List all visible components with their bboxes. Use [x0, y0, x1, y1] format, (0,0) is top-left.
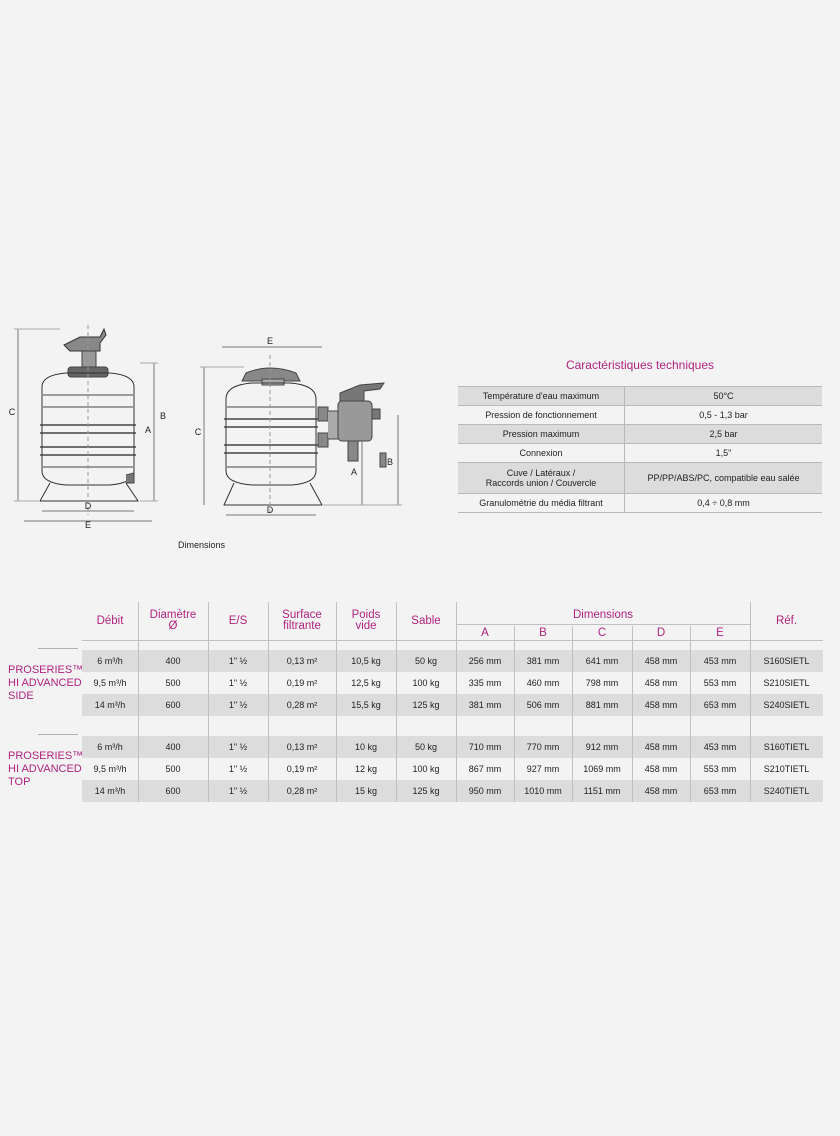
specs-row [458, 494, 822, 513]
cell-dim-a: 256 mm [468, 656, 502, 666]
cell-dim-c: 881 mm [585, 700, 619, 710]
specs-table [458, 386, 822, 513]
cell-ref: S210TIETL [763, 764, 810, 774]
header-poids [336, 610, 396, 632]
column-divider [514, 626, 515, 802]
cell-debit: 6 m³/h [97, 742, 123, 752]
cell-dim-e: 453 mm [703, 656, 737, 666]
column-divider [208, 602, 209, 802]
cell-dim-a: 335 mm [468, 678, 502, 688]
cell-es: 1" ½ [228, 700, 248, 710]
table-row [82, 736, 823, 758]
cell-dim-e: 553 mm [703, 678, 737, 688]
cell-ref: S240SIETL [763, 700, 810, 710]
cell-dim-b: 381 mm [526, 656, 560, 666]
cell-dim-b: 927 mm [526, 764, 560, 774]
cell-debit: 9,5 m³/h [93, 764, 127, 774]
group-label-line: PROSERIES™ [8, 664, 84, 676]
cell-dim-d: 458 mm [644, 678, 678, 688]
cell-dim-a: 710 mm [468, 742, 502, 752]
group-label-line: HI ADVANCED [8, 677, 82, 689]
header-surface [268, 610, 336, 632]
column-divider [572, 626, 573, 802]
column-divider [336, 602, 337, 802]
spec-value: 0,4 ÷ 0,8 mm [625, 494, 823, 513]
cell-dim-d: 458 mm [644, 656, 678, 666]
side-label-c: C [8, 407, 16, 417]
cell-dim-a: 950 mm [468, 786, 502, 796]
cell-surface: 0,19 m² [286, 678, 318, 688]
side-label-d: D [84, 501, 92, 511]
cell-dim-b: 506 mm [526, 700, 560, 710]
table-row [82, 758, 823, 780]
specs-row [458, 444, 822, 463]
specs-row [458, 463, 822, 494]
spec-value: PP/PP/ABS/PC, compatible eau salée [625, 463, 823, 494]
cell-surface: 0,13 m² [286, 656, 318, 666]
table-row [82, 672, 823, 694]
specs-title: Caractéristiques techniques [565, 358, 715, 372]
spec-value: 2,5 bar [625, 425, 823, 444]
spec-label: Pression maximum [458, 425, 625, 444]
column-divider [456, 602, 457, 802]
products-table [0, 602, 840, 822]
dimensions-caption: Dimensions [178, 540, 226, 550]
cell-surface: 0,28 m² [286, 700, 318, 710]
header-poids-line2: vide [355, 620, 377, 632]
cell-dim-d: 458 mm [644, 742, 678, 752]
column-divider [138, 602, 139, 802]
spec-value: 50°C [625, 387, 823, 406]
spec-value: 1,5" [625, 444, 823, 463]
side-label-b: B [159, 411, 167, 421]
header-surface-line1: Surface [282, 609, 322, 621]
cell-es: 1" ½ [228, 656, 248, 666]
cell-debit: 6 m³/h [97, 656, 123, 666]
spec-label [458, 463, 625, 494]
cell-dim-a: 867 mm [468, 764, 502, 774]
cell-ref: S160TIETL [763, 742, 810, 752]
cell-sable: 50 kg [414, 656, 438, 666]
cell-ref: S160SIETL [763, 656, 810, 666]
cell-poids: 10,5 kg [351, 656, 381, 666]
cell-sable: 125 kg [412, 786, 440, 796]
cell-poids: 15 kg [354, 786, 378, 796]
side-label-e: E [84, 520, 92, 530]
cell-surface: 0,13 m² [286, 742, 318, 752]
header-dim-a: A [481, 627, 489, 639]
filter-dimension-diagrams [0, 315, 420, 565]
group-bracket [38, 648, 78, 649]
top-filter-drawing [200, 347, 402, 515]
specs-row [458, 425, 822, 444]
cell-es: 1" ½ [228, 678, 248, 688]
cell-poids: 15,5 kg [351, 700, 381, 710]
cell-diametre: 600 [165, 700, 181, 710]
header-surface-line2: filtrante [283, 620, 321, 632]
header-diametre-line2: Ø [168, 620, 178, 632]
cell-debit: 9,5 m³/h [93, 678, 127, 688]
group-label-line: PROSERIES™ [8, 750, 84, 762]
cell-dim-a: 381 mm [468, 700, 502, 710]
header-poids-line1: Poids [351, 609, 381, 621]
top-label-b: B [386, 457, 394, 467]
header-diametre-line1: Diamètre [149, 609, 197, 621]
cell-dim-c: 912 mm [585, 742, 619, 752]
cell-poids: 12 kg [354, 764, 378, 774]
cell-dim-c: 1069 mm [583, 764, 621, 774]
cell-dim-e: 653 mm [703, 700, 737, 710]
cell-dim-c: 641 mm [585, 656, 619, 666]
cell-sable: 100 kg [412, 678, 440, 688]
group-label-line: SIDE [8, 690, 34, 702]
cell-ref: S240TIETL [763, 786, 810, 796]
dimensions-underline [456, 624, 750, 625]
table-row [82, 650, 823, 672]
column-divider [690, 626, 691, 802]
spec-label: Granulométrie du média filtrant [458, 494, 625, 513]
side-filter-drawing [14, 325, 158, 521]
top-label-d: D [266, 505, 274, 515]
top-label-a: A [350, 467, 358, 477]
group-label-line: TOP [8, 776, 31, 788]
specs-row [458, 406, 822, 425]
cell-debit: 14 m³/h [94, 786, 126, 796]
cell-sable: 50 kg [414, 742, 438, 752]
cell-dim-d: 458 mm [644, 700, 678, 710]
cell-surface: 0,19 m² [286, 764, 318, 774]
top-label-c: C [194, 427, 202, 437]
spec-label-line2: Raccords union / Couvercle [485, 478, 597, 488]
header-ref: Réf. [775, 615, 798, 627]
cell-dim-b: 460 mm [526, 678, 560, 688]
cell-sable: 125 kg [412, 700, 440, 710]
group-label-top [8, 750, 83, 789]
top-label-e: E [266, 336, 274, 346]
header-dim-e: E [716, 627, 724, 639]
cell-diametre: 500 [165, 764, 181, 774]
spec-label-line1: Cuve / Latéraux / [506, 468, 576, 478]
cell-diametre: 400 [165, 656, 181, 666]
cell-es: 1" ½ [228, 786, 248, 796]
header-rule [82, 640, 823, 641]
cell-diametre: 400 [165, 742, 181, 752]
header-diametre [138, 610, 208, 632]
cell-poids: 12,5 kg [351, 678, 381, 688]
group-bracket [38, 734, 78, 735]
cell-es: 1" ½ [228, 742, 248, 752]
cell-sable: 100 kg [412, 764, 440, 774]
cell-dim-c: 798 mm [585, 678, 619, 688]
group-label-line: HI ADVANCED [8, 763, 82, 775]
header-dim-b: B [539, 627, 547, 639]
header-sable: Sable [411, 615, 441, 627]
cell-dim-e: 453 mm [703, 742, 737, 752]
cell-surface: 0,28 m² [286, 786, 318, 796]
header-dim-c: C [597, 627, 607, 639]
specs-row [458, 387, 822, 406]
header-debit: Débit [96, 615, 124, 627]
cell-poids: 10 kg [354, 742, 378, 752]
side-label-a: A [144, 425, 152, 435]
cell-dim-e: 553 mm [703, 764, 737, 774]
cell-diametre: 600 [165, 786, 181, 796]
cell-dim-d: 458 mm [644, 786, 678, 796]
cell-dim-e: 653 mm [703, 786, 737, 796]
spec-label: Pression de fonctionnement [458, 406, 625, 425]
spec-label: Connexion [458, 444, 625, 463]
cell-dim-d: 458 mm [644, 764, 678, 774]
cell-diametre: 500 [165, 678, 181, 688]
header-dim-d: D [656, 627, 666, 639]
header-es: E/S [228, 615, 248, 627]
cell-ref: S210SIETL [763, 678, 810, 688]
cell-debit: 14 m³/h [94, 700, 126, 710]
table-row [82, 694, 823, 716]
cell-dim-b: 770 mm [526, 742, 560, 752]
column-divider [632, 626, 633, 802]
spec-label: Température d'eau maximum [458, 387, 625, 406]
header-dimensions: Dimensions [572, 609, 634, 621]
table-row [82, 780, 823, 802]
cell-dim-b: 1010 mm [524, 786, 562, 796]
column-divider [268, 602, 269, 802]
cell-dim-c: 1151 mm [583, 786, 621, 796]
group-label-side [8, 664, 83, 703]
cell-es: 1" ½ [228, 764, 248, 774]
column-divider [396, 602, 397, 802]
spec-value: 0,5 - 1,3 bar [625, 406, 823, 425]
column-divider [750, 602, 751, 802]
